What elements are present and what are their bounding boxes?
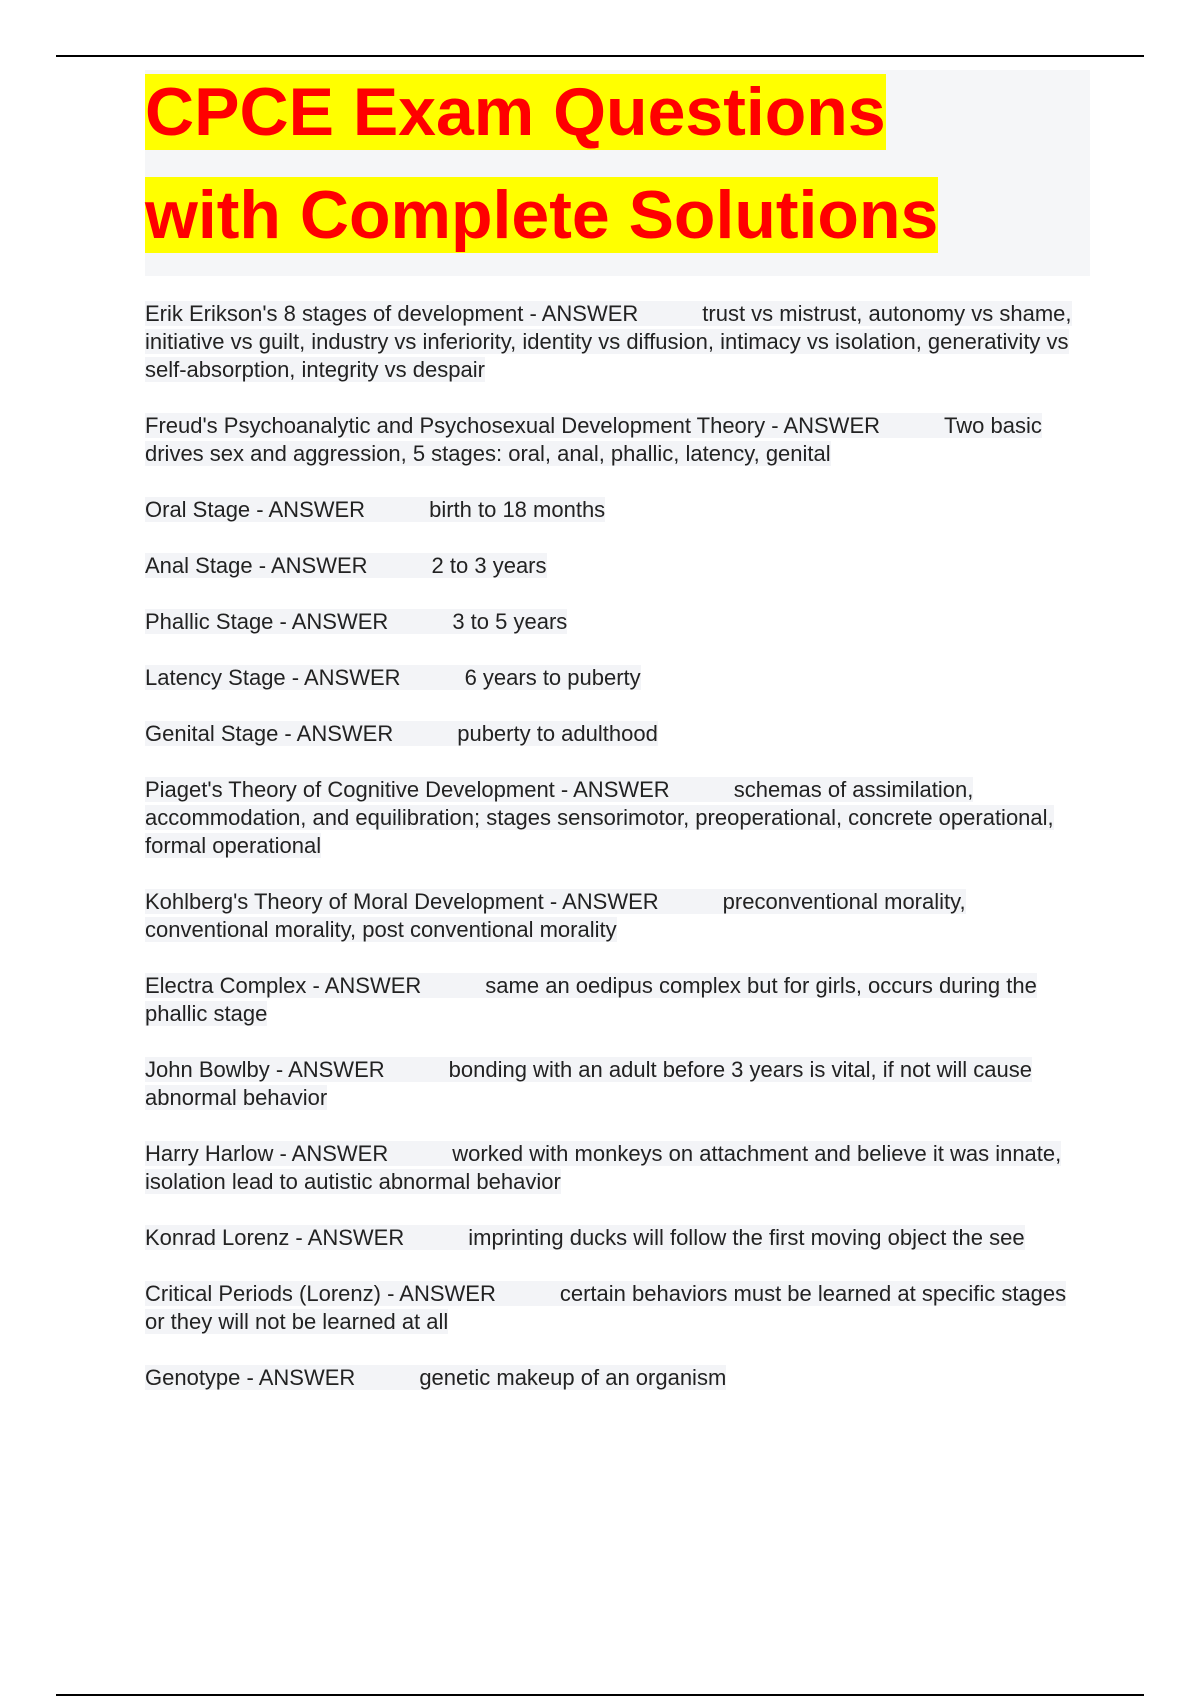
qa-entry xyxy=(145,720,1090,748)
qa-entry xyxy=(145,972,1090,1028)
qa-entry xyxy=(145,1056,1090,1112)
qa-term: Latency Stage - ANSWER xyxy=(145,665,401,690)
qa-answer: puberty to adulthood xyxy=(457,721,658,746)
qa-entry xyxy=(145,664,1090,692)
qa-answer: worked with monkeys on attachment and believe it was innate, isolation lead to autistic abnormal behavior xyxy=(145,1141,1062,1194)
qa-entry xyxy=(145,412,1090,468)
bottom-rule xyxy=(56,1694,1144,1696)
qa-entry xyxy=(145,888,1090,944)
qa-term: Harry Harlow - ANSWER xyxy=(145,1141,389,1166)
qa-term: Genotype - ANSWER xyxy=(145,1365,356,1390)
qa-answer: 3 to 5 years xyxy=(452,609,568,634)
qa-answer: preconventional morality, conventional morality, post conventional morality xyxy=(145,889,966,942)
qa-answer: certain behaviors must be learned at specific stages or they will not be learned at all xyxy=(145,1281,1067,1334)
qa-term: Critical Periods (Lorenz) - ANSWER xyxy=(145,1281,496,1306)
top-rule xyxy=(56,55,1144,57)
document-title-line-2: with Complete Solutions xyxy=(145,177,939,253)
qa-entry xyxy=(145,1224,1090,1252)
qa-entry xyxy=(145,608,1090,636)
document-title-line-1: CPCE Exam Questions xyxy=(145,74,886,150)
qa-term: Genital Stage - ANSWER xyxy=(145,721,394,746)
qa-entry xyxy=(145,1140,1090,1196)
qa-term: Konrad Lorenz - ANSWER xyxy=(145,1225,405,1250)
qa-term: Phallic Stage - ANSWER xyxy=(145,609,389,634)
title-block xyxy=(145,70,1090,276)
qa-term: Piaget's Theory of Cognitive Development - ANSWER xyxy=(145,777,670,802)
qa-term: Kohlberg's Theory of Moral Development - ANSWER xyxy=(145,889,659,914)
qa-term: Erik Erikson's 8 stages of development - ANSWER xyxy=(145,301,639,326)
qa-answer: birth to 18 months xyxy=(429,497,606,522)
qa-entry xyxy=(145,552,1090,580)
qa-answer: 6 years to puberty xyxy=(464,665,641,690)
qa-entry xyxy=(145,1364,1090,1392)
document-body xyxy=(145,70,1090,1420)
qa-answer: bonding with an adult before 3 years is vital, if not will cause abnormal behavior xyxy=(145,1057,1032,1110)
qa-term: Electra Complex - ANSWER xyxy=(145,973,422,998)
qa-term: Freud's Psychoanalytic and Psychosexual Development Theory - ANSWER xyxy=(145,413,881,438)
qa-answer: imprinting ducks will follow the first moving object the see xyxy=(468,1225,1025,1250)
qa-answer: genetic makeup of an organism xyxy=(419,1365,727,1390)
qa-term: John Bowlby - ANSWER xyxy=(145,1057,385,1082)
qa-answer: 2 to 3 years xyxy=(431,553,547,578)
qa-term: Anal Stage - ANSWER xyxy=(145,553,368,578)
qa-term: Oral Stage - ANSWER xyxy=(145,497,366,522)
qa-entry xyxy=(145,300,1090,384)
qa-list xyxy=(145,300,1090,1392)
qa-answer: Two basic drives sex and aggression, 5 stages: oral, anal, phallic, latency, genital xyxy=(145,413,1042,466)
qa-entry xyxy=(145,776,1090,860)
qa-entry xyxy=(145,1280,1090,1336)
qa-entry xyxy=(145,496,1090,524)
qa-answer: schemas of assimilation, accommodation, and equilibration; stages sensorimotor, preoperational, concrete operational, formal operational xyxy=(145,777,1054,858)
qa-answer: trust vs mistrust, autonomy vs shame, initiative vs guilt, industry vs inferiority, identity vs diffusion, intimacy vs isolation, generativity vs self-absorption, integrity vs despair xyxy=(145,301,1072,382)
qa-answer: same an oedipus complex but for girls, occurs during the phallic stage xyxy=(145,973,1037,1026)
